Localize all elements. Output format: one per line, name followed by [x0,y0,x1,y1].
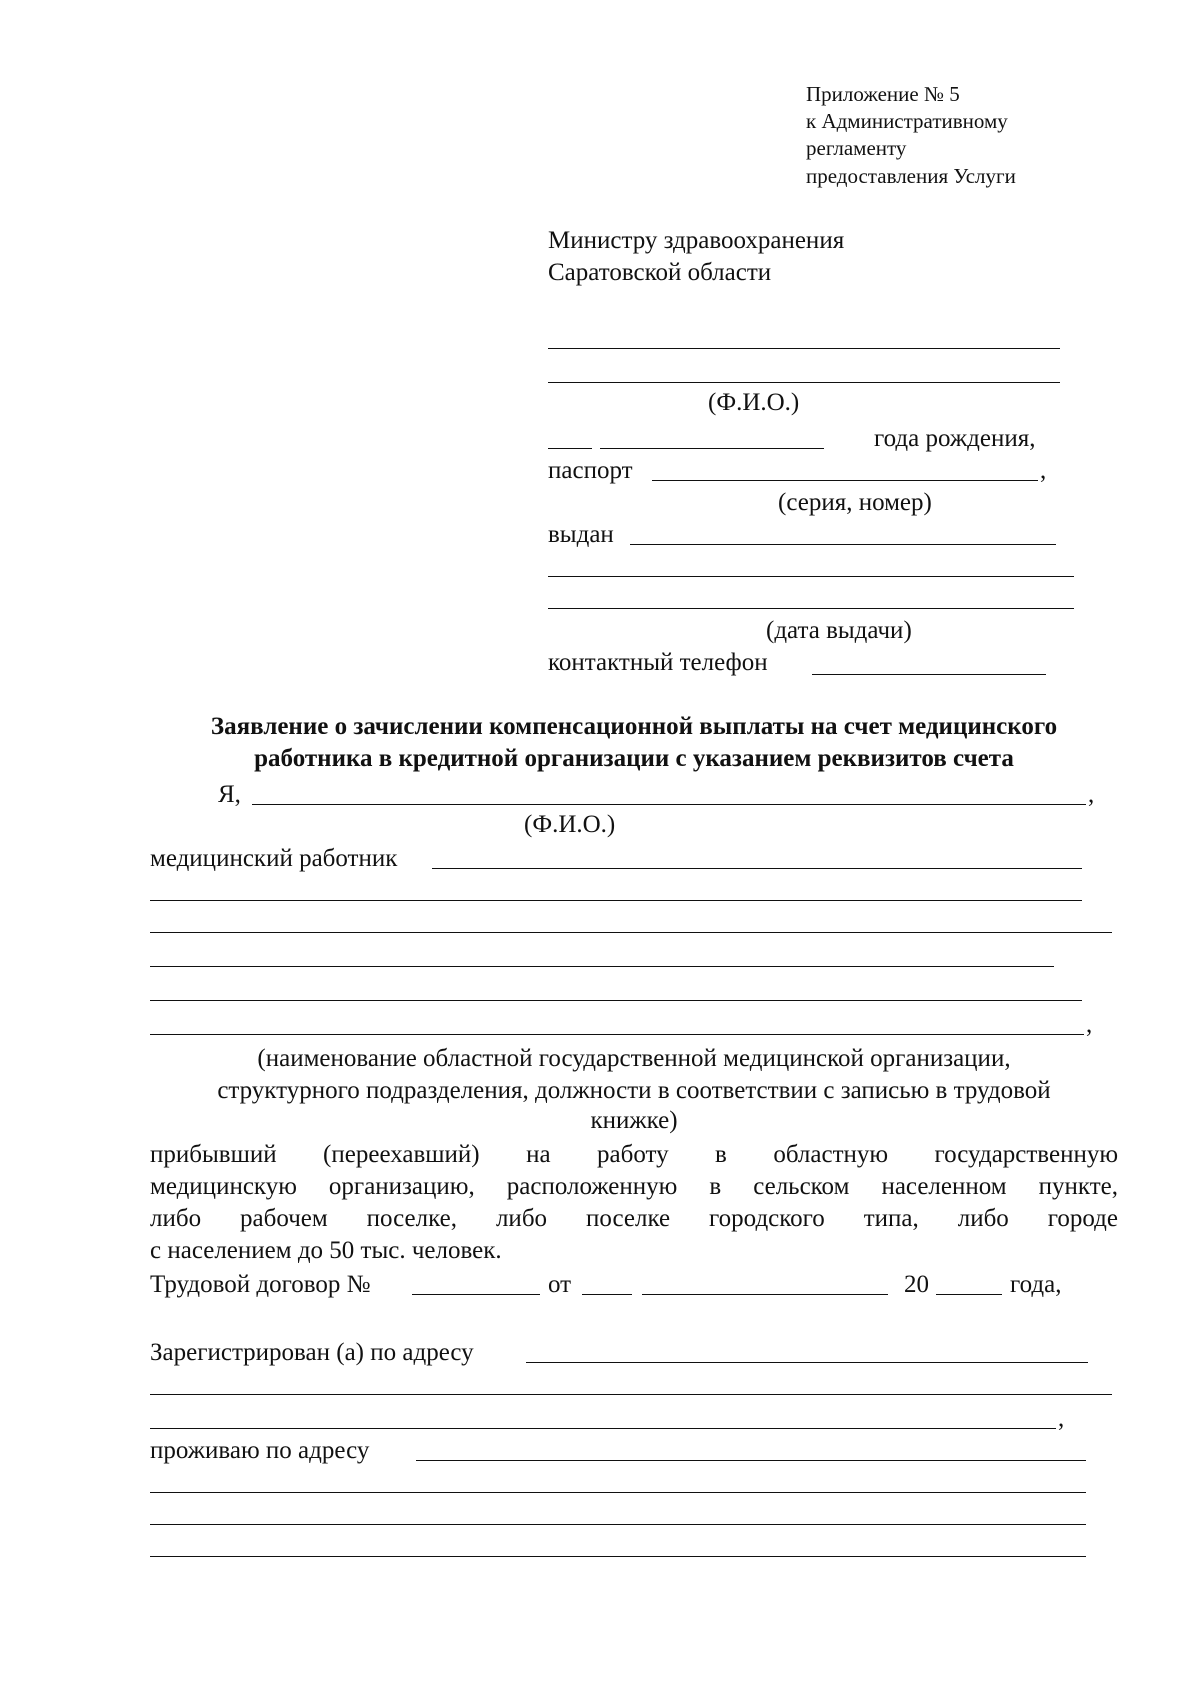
contract-year-prefix: 20 [904,1271,929,1298]
worker-org-line-6[interactable] [150,1034,1084,1035]
registered-address-line-3[interactable] [150,1428,1056,1429]
contract-number-line[interactable] [412,1294,540,1295]
registered-address-line-1[interactable] [526,1362,1088,1363]
issue-date-caption: (дата выдачи) [766,617,912,644]
paragraph-line-4: с населением до 50 тыс. человек. [150,1237,502,1264]
applicant-fio-line-2[interactable] [548,382,1060,383]
phone-line[interactable] [812,674,1046,675]
worker-fio-caption: (Ф.И.О.) [524,811,616,838]
worker-org-line-4[interactable] [150,966,1054,967]
registered-address-comma: , [1058,1405,1065,1432]
annex-line-4: предоставления Услуги [806,164,1016,188]
registered-address-line-2[interactable] [150,1394,1112,1395]
living-address-line-4[interactable] [150,1556,1086,1557]
worker-org-line-5[interactable] [150,1000,1082,1001]
living-address-line-3[interactable] [150,1524,1086,1525]
addressee-line-1: Министру здравоохранения [548,227,845,254]
registered-label: Зарегистрирован (а) по адресу [150,1339,474,1366]
worker-org-line-1[interactable] [432,868,1082,869]
contract-month-line[interactable] [642,1294,888,1295]
annex-line-3: регламенту [806,136,907,160]
org-caption-line-2: структурного подразделения, должности в соответствии с записью в трудовой [217,1077,1051,1104]
issued-label: выдан [548,521,614,548]
worker-org-line-3[interactable] [150,932,1112,933]
contract-year-line[interactable] [936,1294,1002,1295]
contract-from-label: от [548,1271,572,1298]
paragraph-line-3: либо рабочем поселке, либо поселке городского типа, либо городе [150,1205,1118,1232]
annex-line-1: Приложение № 5 [806,82,960,106]
worker-org-comma: , [1086,1011,1093,1038]
paragraph-line-1: прибывший (переехавший) на работу в областную государственную [150,1141,1118,1168]
worker-label: медицинский работник [150,845,398,872]
living-address-line-2[interactable] [150,1492,1086,1493]
document-title-line-1: Заявление о зачислении компенсационной выплаты на счет медицинского [210,713,1058,740]
applicant-fio-caption: (Ф.И.О.) [708,389,800,416]
birth-day-line[interactable] [548,448,592,449]
passport-comma: , [1040,457,1047,484]
org-caption-line-1: (наименование областной государственной медицинской организации, [257,1045,1011,1072]
passport-label: паспорт [548,457,633,484]
org-caption-line-3: книжке) [590,1107,678,1134]
birth-year-suffix: года рождения, [874,425,1036,452]
annex-line-2: к Административному [806,109,1008,133]
passport-caption: (серия, номер) [778,489,932,516]
living-label: проживаю по адресу [150,1437,370,1464]
living-address-line-1[interactable] [416,1460,1086,1461]
contract-label: Трудовой договор № [150,1271,371,1298]
document-title-line-2: работника в кредитной организации с указанием реквизитов счета [254,745,1014,772]
issued-line-2[interactable] [548,576,1074,577]
contract-day-line[interactable] [582,1294,632,1295]
issued-line-3[interactable] [548,608,1074,609]
birth-date-line[interactable] [600,448,824,449]
passport-line[interactable] [652,480,1038,481]
contract-year-suffix: года, [1010,1271,1062,1298]
worker-fio-comma: , [1088,781,1095,808]
paragraph-line-2: медицинскую организацию, расположенную в сельском населенном пункте, [150,1173,1118,1200]
worker-fio-line[interactable] [252,804,1086,805]
phone-label: контактный телефон [548,649,768,676]
i-label: Я, [218,781,241,808]
applicant-fio-line-1[interactable] [548,348,1060,349]
issued-line-1[interactable] [630,544,1056,545]
worker-org-line-2[interactable] [150,900,1082,901]
addressee-line-2: Саратовской области [548,259,772,286]
